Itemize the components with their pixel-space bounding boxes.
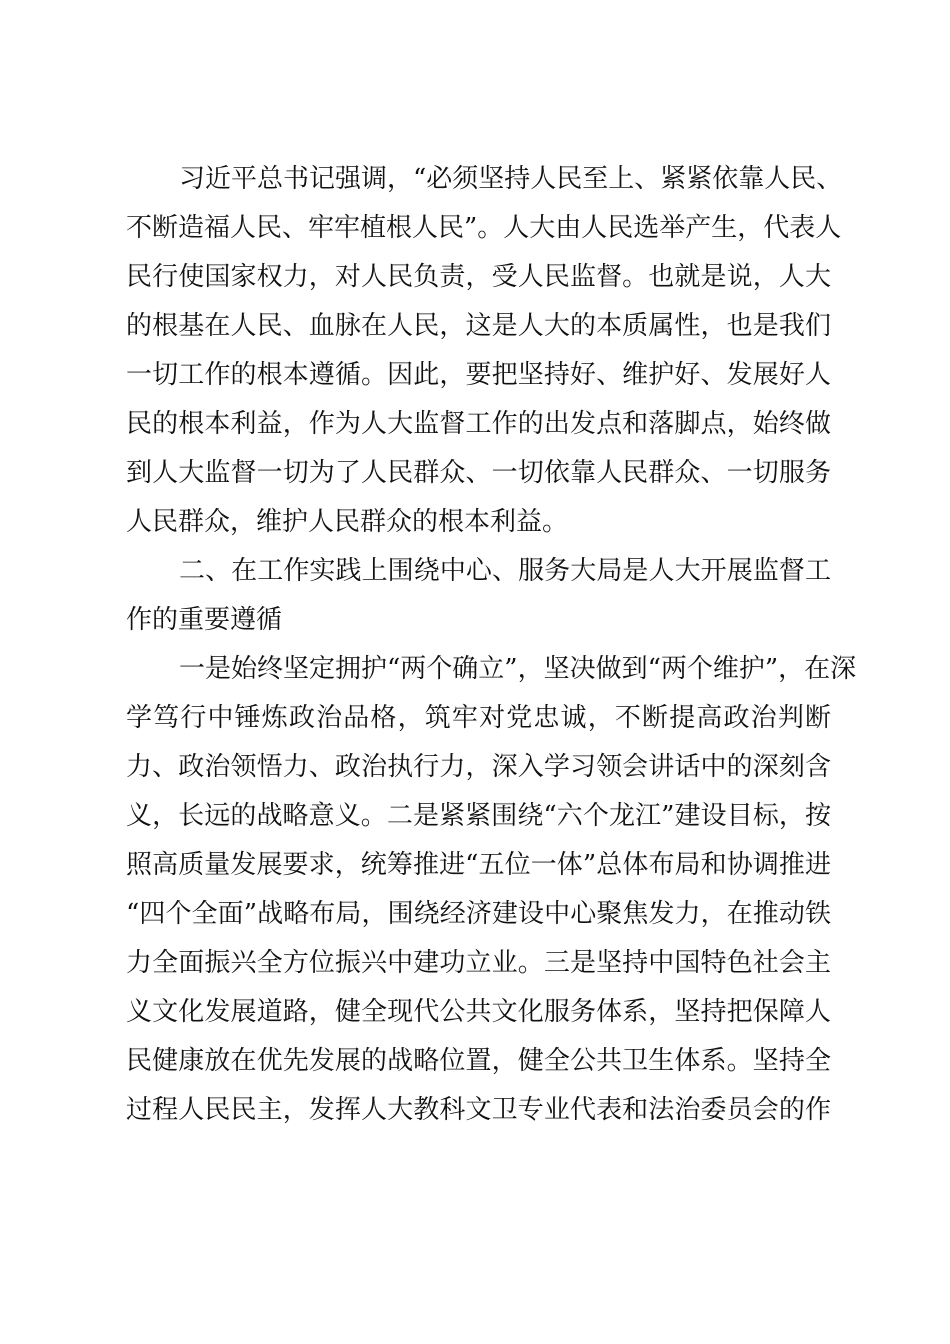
text-line: 人民群众，维护人民群众的根本利益。 <box>126 507 569 537</box>
text-line: 力全面振兴全方位振兴中建功立业。三是坚持中国特色社会主 <box>126 948 831 978</box>
text-line: 一是始终坚定拥护“两个确立”，坚决做到“两个维护”，在深 <box>179 654 857 684</box>
text-line: 义文化发展道路，健全现代公共文化服务体系，坚持把保障人 <box>126 997 831 1027</box>
section-heading <box>126 547 831 645</box>
text-line: 习近平总书记强调，“必须坚持人民至上、紧紧依靠人民、 <box>179 164 843 194</box>
document-body <box>126 155 857 1135</box>
text-line: 照高质量发展要求，统筹推进“五位一体”总体布局和协调推进 <box>126 850 831 880</box>
text-line: 学笃行中锤炼政治品格，筑牢对党忠诚，不断提高政治判断 <box>126 703 831 733</box>
text-line: 一切工作的根本遵循。因此，要把坚持好、维护好、发展好人 <box>126 360 831 390</box>
text-line: 民行使国家权力，对人民负责，受人民监督。也就是说，人大 <box>126 262 831 292</box>
text-line: 到人大监督一切为了人民群众、一切依靠人民群众、一切服务 <box>126 458 831 488</box>
text-line: 的根基在人民、血脉在人民，这是人大的本质属性，也是我们 <box>126 311 831 341</box>
heading-line: 作的重要遵循 <box>126 605 283 635</box>
heading-line: 二、在工作实践上围绕中心、服务大局是人大开展监督工 <box>179 556 831 586</box>
paragraph-work-practice <box>126 645 857 1135</box>
paragraph-people-centered <box>126 155 843 547</box>
text-line: 不断造福人民、牢牢植根人民”。人大由人民选举产生，代表人 <box>126 213 842 243</box>
text-line: 民健康放在优先发展的战略位置，健全公共卫生体系。坚持全 <box>126 1046 831 1076</box>
text-line: 过程人民民主，发挥人大教科文卫专业代表和法治委员会的作 <box>126 1095 831 1125</box>
text-line: 民的根本利益，作为人大监督工作的出发点和落脚点，始终做 <box>126 409 831 439</box>
text-line: 义，长远的战略意义。二是紧紧围绕“六个龙江”建设目标，按 <box>126 801 831 831</box>
text-line: 力、政治领悟力、政治执行力，深入学习领会讲话中的深刻含 <box>126 752 831 782</box>
text-line: “四个全面”战略布局，围绕经济建设中心聚焦发力，在推动铁 <box>126 899 831 929</box>
